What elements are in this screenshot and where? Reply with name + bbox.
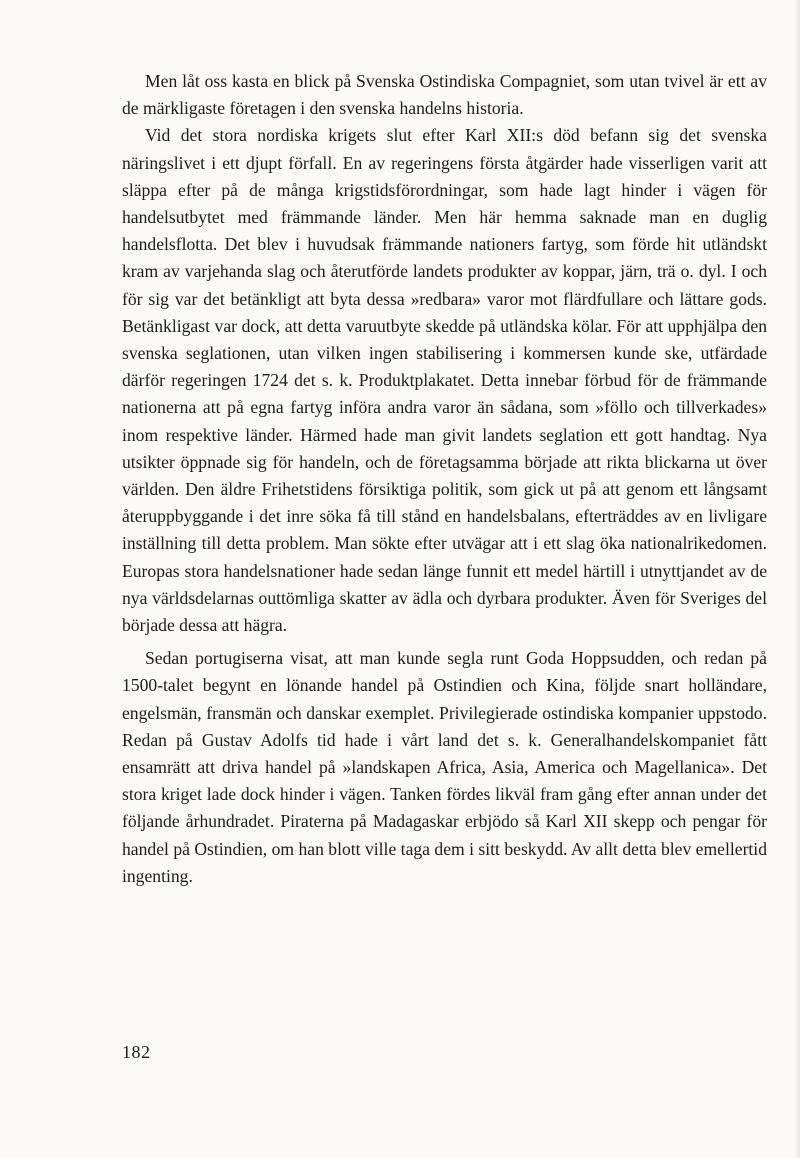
paragraph-2: Vid det stora nordiska krigets slut efter Karl XII:s död befann sig det svenska näringslivet i ett djupt förfall. En av regeringens första åtgärder hade visserligen varit att släppa efter på de många krigstidsförordningar, som hade lagt hinder i vägen för handelsutbytet med främmande länder. Men här hemma saknade man en duglig handelsflotta. Det blev i huvudsak främmande nationers fartyg, som förde hit utländskt kram av varjehanda slag och återutförde landets produkter av koppar, järn, trä o. dyl. I och för sig var det betänkligt att byta dessa »redbara» varor mot flärdfullare och lättare gods. Betänkligast var dock, att detta varuutbyte skedde på utländska kölar. För att upphjälpa den svenska seglationen, utan vilken ingen stabilisering i kommersen kunde ske, utfärdade därför regeringen 1724 det s. k. Produktplakatet. Detta innebar förbud för de främmande nationerna att på egna fartyg införa andra varor än sådana, som »föllo och tillverkades» inom respektive länder. Härmed hade man givit landets seglation ett gott handtag. Nya utsikter öppnade sig för handeln, och de företagsamma började att rikta blickarna ut över världen. Den äldre Frihetstidens försiktiga politik, som gick ut på att genom ett långsamt återuppbyggande i det inre söka få till stånd en handelsbalans, efterträddes av en livligare inställning till detta problem. Man sökte efter utvägar att i ett slag öka nationalrikedomen. Europas stora handelsnationer hade sedan länge funnit ett medel härtill i utnyttjandet av de nya världsdelarnas outtömliga skatter av ädla och dyrbara produkter. Även för Sveriges del började dessa att hägra.: [122, 125, 767, 636]
paragraph-3: Sedan portugiserna visat, att man kunde segla runt Goda Hoppsudden, och redan på 1500-talet begynt en lönande handel på Ostindien och Kina, följde snart holländare, engelsmän, fransmän och danskar exemplet. Privilegierade ostindiska kompanier uppstodo. Redan på Gustav Adolfs tid hade i vårt land det s. k. Generalhandelskompaniet fått ensamrätt att driva handel på »landskapen Africa, Asia, America och Magellanica». Det stora kriget lade dock hinder i vägen. Tanken fördes likväl fram gång efter annan under det följande århundradet. Piraterna på Madagaskar erbjödo så Karl XII skepp och pengar för handel på Ostindien, om han blott ville taga dem i sitt beskydd. Av allt detta blev emellertid ingenting.: [122, 648, 767, 886]
page-edge: [794, 0, 800, 1158]
paragraph-1: Men låt oss kasta en blick på Svenska Ostindiska Compagniet, som utan tvivel är ett av de märkligaste företagen i den svenska handelns historia.: [122, 71, 767, 119]
page-body: [122, 68, 767, 890]
page-number: 182: [122, 1042, 151, 1062]
